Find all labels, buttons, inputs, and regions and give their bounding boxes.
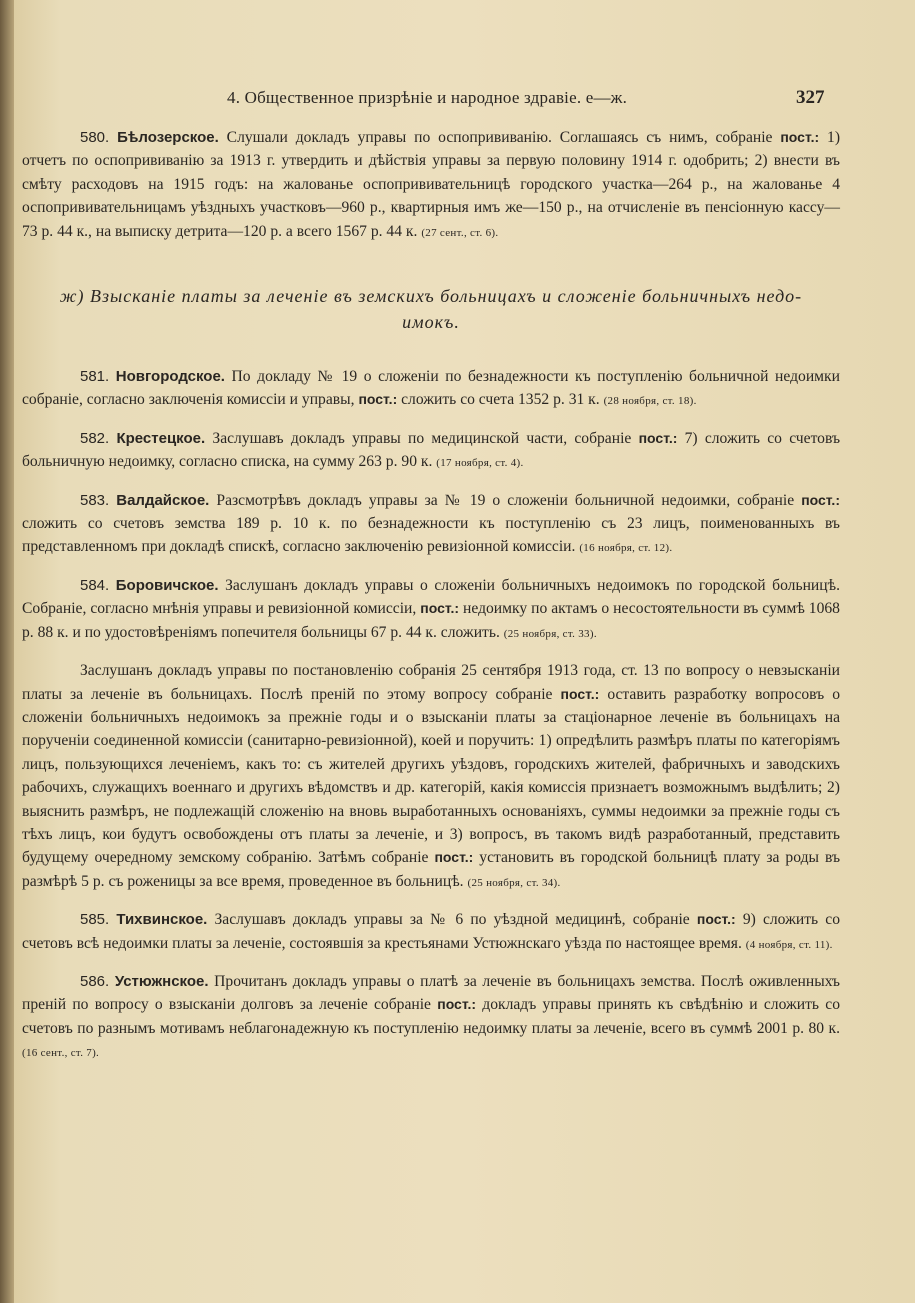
- entry-number: 581.: [80, 368, 110, 386]
- entry-number: 586.: [80, 972, 110, 990]
- entry-resolution-mark: пост.:: [801, 491, 840, 508]
- entry-text: сложить со счета 1352 р. 31 к.: [401, 391, 600, 409]
- entry-text: недоимку по актамъ о несостоятельности въ суммѣ 1068 р. 88 к. и по удостовѣреніямъ попечителя больницы 67 р. 44 к. сложить.: [22, 600, 840, 641]
- entry-region: Новгородское.: [115, 368, 225, 386]
- book-spine-shadow: [0, 0, 14, 1303]
- entry-text: По докладу № 19 о сложеніи по безнадежности къ поступленію больничной недоимки собраніе, согласно заключенія комиссіи и управы,: [22, 368, 840, 409]
- entry-number: 585.: [80, 911, 110, 929]
- entry-584-continuation: [22, 659, 840, 895]
- running-head: 4. Общественное призрѣніе и народное здравіе. е—ж.: [227, 88, 628, 107]
- entry-584: [22, 574, 840, 646]
- entry-580: [22, 126, 840, 245]
- entry-582: [22, 427, 840, 476]
- entry-region: Крестецкое.: [116, 429, 206, 447]
- entry-resolution-mark: пост.:: [434, 849, 474, 866]
- entry-reference: (25 ноября, ст. 33).: [503, 627, 597, 640]
- entry-text: 7) сложить со счетовъ больничную недоимку, согласно списка, на сумму 263 р. 90 к.: [22, 429, 841, 471]
- entry-text: оставить разработку вопросовъ о сложеніи больничныхъ недоимокъ за прежніе годы и о взысканіи платы за стаціонарное леченіе въ больницахъ на порученіи соединенной комиссіи (санитарно-ревизіонной), коей и поручить: 1) опредѣлить размѣръ платы по категоріямъ лицъ, пользующихся леченіемъ, какъ то: съ жителей другихъ уѣздовъ, городскихъ жителей, фабричныхъ и заводскихъ рабочихъ, служащихъ военнаго и другихъ вѣдомствъ и др. категорій, какія комиссія признаетъ возможнымъ выдѣлить; 2) выяснить размѣръ, не подлежащій сложенію на вновь выработанныхъ основаніяхъ, суммы недоимки за прежніе годы съ тѣхъ лицъ, кои будутъ освобождены отъ платы за леченіе, и 3) вопросъ, въ такомъ видѣ разработанный, представить будущему очередному земскому собранію. Затѣмъ собраніе: [22, 685, 841, 867]
- page-header: [0, 88, 915, 112]
- entry-text: Заслушанъ докладъ управы о сложеніи больничныхъ недоимокъ по городской больницѣ. Собраніе, согласно мнѣнія управы и ревизіонной комиссіи,: [22, 576, 840, 618]
- entry-text: 9) сложить со счетовъ всѣ недоимки платы за леченіе, состоявшія за крестьянами Устюжнскаго уѣзда по настоящее время.: [22, 911, 840, 952]
- entry-number: 584.: [80, 576, 110, 594]
- entry-region: Тихвинское.: [116, 911, 208, 929]
- entry-reference: (27 сент., ст. 6).: [421, 226, 499, 239]
- entry-resolution-mark: пост.:: [358, 391, 398, 408]
- entry-reference: (16 сент., ст. 7).: [22, 1047, 100, 1060]
- section-heading-line: имокъ.: [402, 312, 460, 333]
- entry-reference: (25 ноября, ст. 34).: [467, 876, 561, 889]
- entry-region: Устюжнское.: [114, 972, 209, 990]
- entry-586: [22, 970, 840, 1066]
- entry-581: [22, 365, 840, 414]
- entry-text: Заслушанъ докладъ управы по постановленію собранія 25 сентября 1913 года, ст. 13 по вопросу о невзысканіи платы за леченіе въ больницахъ. Послѣ преній по этому вопросу собраніе: [22, 662, 840, 703]
- entry-text: Слушали докладъ управы по оспопрививанію. Соглашаясь съ нимъ, собраніе: [226, 129, 773, 146]
- entry-text: Разсмотрѣвъ докладъ управы за № 19 о сложеніи больничной недоимки, собраніе: [216, 491, 795, 509]
- entry-number: 580.: [80, 129, 110, 146]
- entry-resolution-mark: пост.:: [696, 911, 736, 928]
- entry-reference: (16 ноября, ст. 12).: [579, 542, 673, 555]
- entry-resolution-mark: пост.:: [780, 129, 820, 145]
- entry-text: Прочитанъ докладъ управы о платѣ за леченіе въ больницахъ земства. Послѣ оживленныхъ преній по вопросу о взысканіи долговъ за леченіе собраніе: [22, 972, 840, 1014]
- entry-reference: (17 ноября, ст. 4).: [436, 457, 524, 470]
- entry-region: Валдайское.: [116, 491, 210, 509]
- entry-text: установить въ городской больницѣ плату за роды въ размѣрѣ 5 р. съ роженицы за все время, проведенное въ больницѣ.: [22, 849, 841, 890]
- entry-583: [22, 489, 840, 561]
- entry-text: Заслушавъ докладъ управы по медицинской части, собраніе: [212, 429, 632, 447]
- entry-text: докладъ управы принять къ свѣдѣнію и сложить со счетовъ по разнымъ мотивамъ неблагонадежную къ поступленію недоимку платы за леченіе, всего въ суммѣ 2001 р. 80 к.: [22, 996, 840, 1037]
- entry-number: 583.: [80, 491, 110, 509]
- entry-region: Боровичское.: [115, 576, 219, 594]
- page-body: [22, 126, 840, 1079]
- page-number: 327: [796, 87, 825, 108]
- entry-resolution-mark: пост.:: [638, 429, 678, 446]
- entry-resolution-mark: пост.:: [420, 600, 460, 617]
- entry-number: 582.: [80, 429, 110, 447]
- section-heading-line: ж) Взысканіе платы за леченіе въ земскихъ больницахъ и сложеніе больничныхъ недо-: [59, 286, 803, 307]
- entry-region: Бѣлозерское.: [117, 129, 219, 146]
- entry-text: сложить со счетовъ земства 189 р. 10 к. по безнадежности къ поступленію съ 23 лицъ, поименованныхъ въ представленномъ при докладѣ спискѣ, согласно заключенію ревизіонной комиссіи.: [22, 515, 840, 556]
- entry-text: Заслушавъ докладъ управы за № 6 по уѣздной медицинѣ, собраніе: [214, 911, 690, 929]
- entry-585: [22, 908, 840, 957]
- section-heading: [22, 283, 840, 335]
- entry-resolution-mark: пост.:: [560, 685, 600, 702]
- entry-resolution-mark: пост.:: [437, 996, 477, 1013]
- entry-text: 1) отчетъ по оспопрививанію за 1913 г. утвердить и дѣйствія управы за первую половину 1914 г. одобрить; 2) внести въ смѣту расходовъ на 1915 годъ: на жалованье оспопрививательницѣ городского участка—264 р., на жалованье 4 оспопрививательницамъ уѣздныхъ участковъ—960 р., квартирныя имъ же—150 р., на отчисленіе въ пенсіонную кассу—73 р. 44 к., на выписку детрита—120 р. а всего 1567 р. 44 к.: [22, 129, 841, 240]
- entry-reference: (4 ноября, ст. 11).: [745, 938, 833, 951]
- entry-reference: (28 ноября, ст. 18).: [603, 395, 697, 408]
